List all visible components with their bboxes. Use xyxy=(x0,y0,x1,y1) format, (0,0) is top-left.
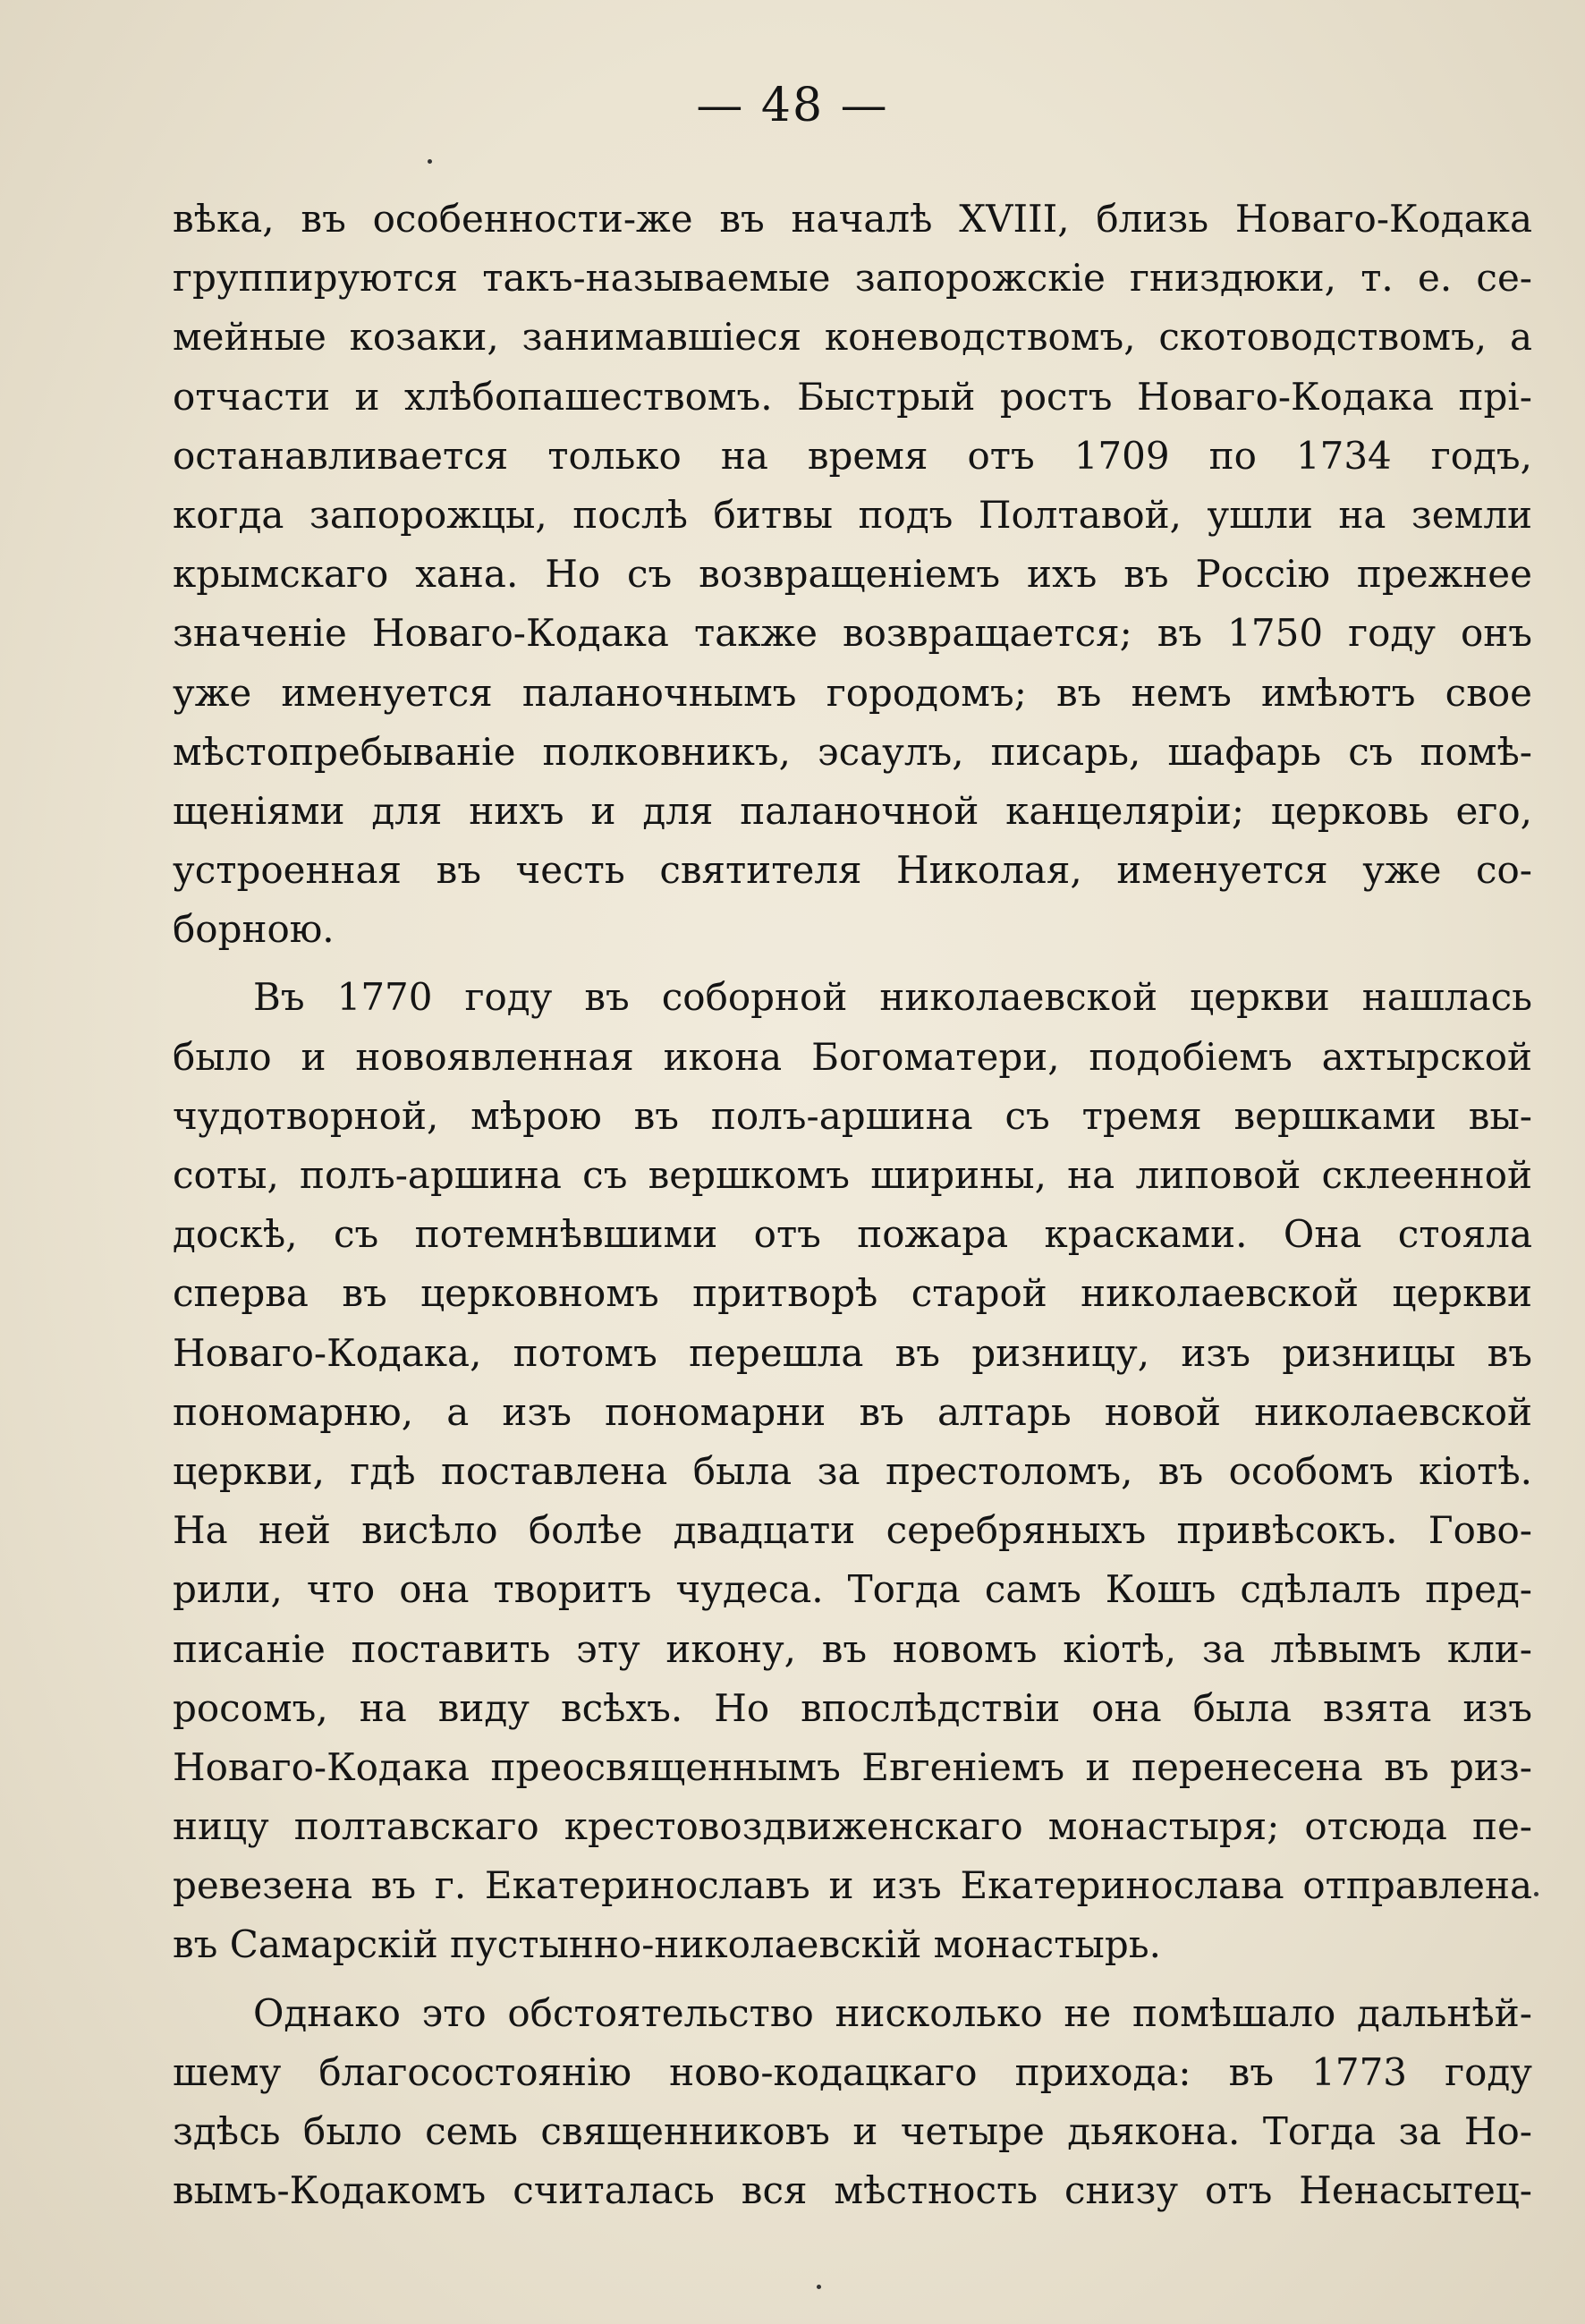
text-line: щеніями для нихъ и для паланочной канцеляріи; церковь его, xyxy=(173,788,1532,833)
text-line: борною. xyxy=(173,907,335,952)
text-line: крымскаго хана. Но съ возвращеніемъ ихъ въ Россію прежнее xyxy=(173,552,1532,597)
ink-speck xyxy=(428,159,432,164)
text-line: устроенная въ честь святителя Николая, именуется уже со- xyxy=(173,848,1532,893)
ink-speck xyxy=(1534,1892,1538,1896)
text-line: чудотворной, мѣрою въ полъ-аршина съ тремя вершками вы- xyxy=(173,1093,1532,1138)
text-line: Новаго-Кодака, потомъ перешла въ ризницу, изъ ризницы въ xyxy=(173,1330,1532,1375)
text-line: когда запорожцы, послѣ битвы подъ Полтавой, ушли на земли xyxy=(173,492,1532,537)
text-line: пономарню, а изъ пономарни въ алтарь новой николаевской xyxy=(173,1389,1532,1434)
text-line: ницу полтавскаго крестовоздвиженскаго монастыря; отсюда пе- xyxy=(173,1804,1532,1849)
text-line: церкви, гдѣ поставлена была за престоломъ, въ особомъ кіотѣ. xyxy=(173,1448,1532,1493)
text-line: въ Самарскій пустынно-николаевскій монастырь. xyxy=(173,1922,1161,1967)
page-number: — 48 — xyxy=(696,79,889,132)
text-line: соты, полъ-аршина съ вершкомъ ширины, на липовой склеенной xyxy=(173,1153,1532,1197)
text-line: мѣстопребываніе полковникъ, эсаулъ, писарь, шафарь съ помѣ- xyxy=(173,729,1532,774)
text-line: было и новоявленная икона Богоматери, подобіемъ ахтырской xyxy=(173,1034,1532,1079)
text-line: группируются такъ-называемые запорожскіе гниздюки, т. е. се- xyxy=(173,256,1532,301)
ink-speck xyxy=(817,2285,821,2289)
text-line: шему благосостоянію ново-кодацкаго прихода: въ 1773 году xyxy=(173,2049,1532,2094)
body-text xyxy=(173,190,1532,2229)
text-line: останавливается только на время отъ 1709 по 1734 годъ, xyxy=(173,433,1532,478)
text-line: Въ 1770 году въ соборной николаевской церкви нашлась xyxy=(253,975,1532,1020)
text-line: значеніе Новаго-Кодака также возвращается; въ 1750 году онъ xyxy=(173,611,1532,656)
text-line: доскѣ, съ потемнѣвшими отъ пожара красками. Она стояла xyxy=(173,1212,1532,1257)
text-line: Однако это обстоятельство нисколько не помѣшало дальнѣй- xyxy=(253,1990,1532,2035)
text-line: сперва въ церковномъ притворѣ старой николаевской церкви xyxy=(173,1271,1532,1316)
text-line: мейные козаки, занимавшіеся коневодствомъ, скотоводствомъ, а xyxy=(173,315,1532,360)
text-line: отчасти и хлѣбопашествомъ. Быстрый ростъ Новаго-Кодака прі- xyxy=(173,374,1532,419)
text-line: вѣка, въ особенности-же въ началѣ XVIII, близь Новаго-Кодака xyxy=(173,197,1532,241)
text-line: росомъ, на виду всѣхъ. Но впослѣдствіи она была взята изъ xyxy=(173,1685,1532,1730)
text-line: На ней висѣло болѣе двадцати серебряныхъ привѣсокъ. Гово- xyxy=(173,1508,1532,1553)
paragraph-1 xyxy=(173,190,1532,959)
paragraph-2 xyxy=(173,968,1532,1974)
text-line: уже именуется паланочнымъ городомъ; въ немъ имѣютъ свое xyxy=(173,670,1532,715)
text-line: ревезена въ г. Екатеринославъ и изъ Екатеринослава отправлена xyxy=(173,1863,1532,1908)
text-line: вымъ-Кодакомъ считалась вся мѣстность снизу отъ Ненасытец- xyxy=(173,2168,1532,2213)
text-line: Новаго-Кодака преосвященнымъ Евгеніемъ и перенесена въ риз- xyxy=(173,1744,1532,1789)
paragraph-3 xyxy=(173,1984,1532,2221)
text-line: здѣсь было семь священниковъ и четыре дьякона. Тогда за Но- xyxy=(173,2109,1532,2153)
text-line: рили, что она творитъ чудеса. Тогда самъ Кошъ сдѣлалъ пред- xyxy=(173,1567,1532,1612)
text-line: писаніе поставить эту икону, въ новомъ кіотѣ, за лѣвымъ кли- xyxy=(173,1626,1532,1671)
